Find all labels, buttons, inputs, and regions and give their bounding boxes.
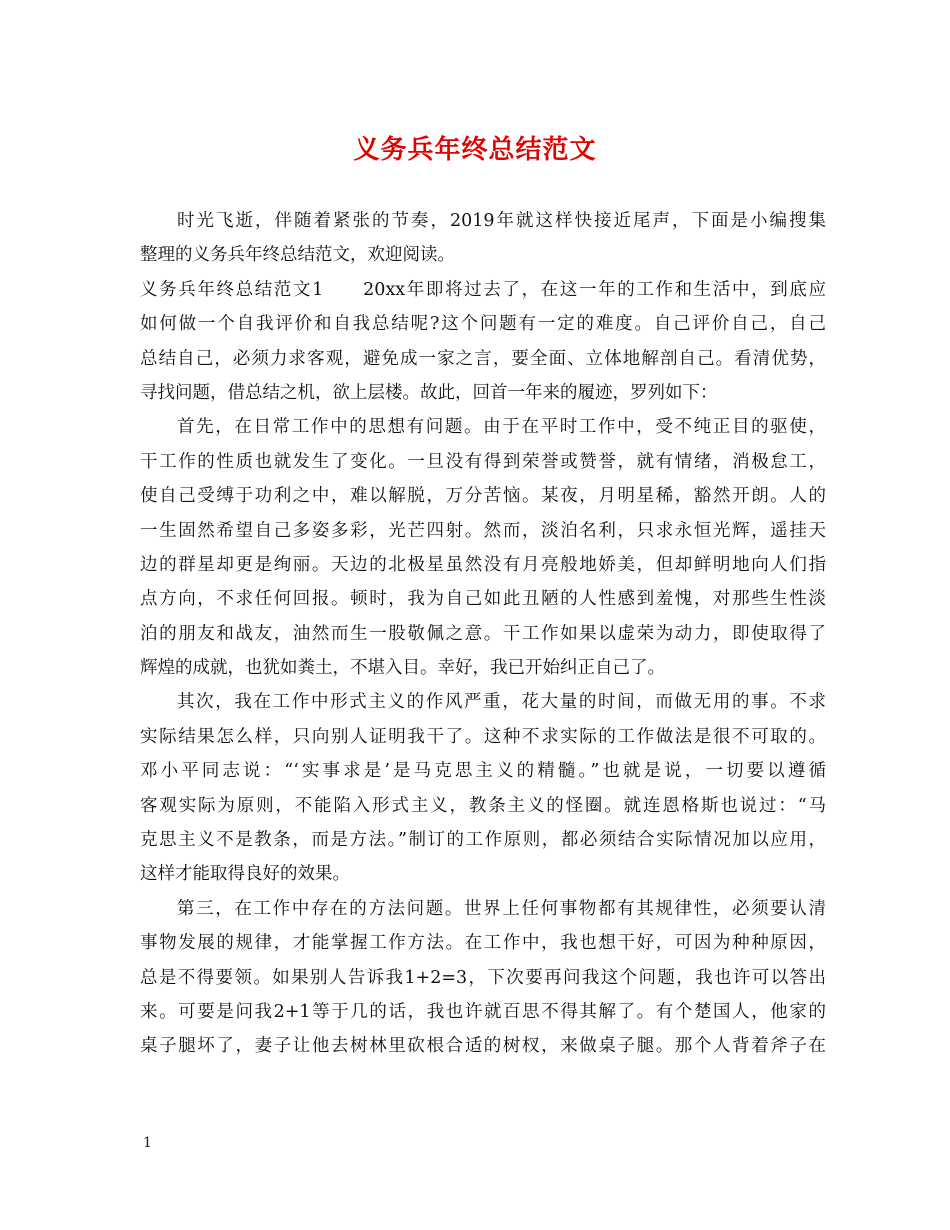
text-line: 义务兵年终总结范文1 20xx年即将过去了，在这一年的工作和生活中，到底应 xyxy=(140,279,826,300)
text-line: 辉煌的成就，也犹如粪土，不堪入目。幸好，我已开始纠正自己了。 xyxy=(140,658,665,679)
text-line: 边的群星却更是绚丽。天边的北极星虽然没有月亮般地娇美，但却鲜明地向人们指 xyxy=(140,554,826,575)
text-line: 使自己受缚于功利之中，难以解脱，万分苦恼。某夜，月明星稀，豁然开朗。人的 xyxy=(140,486,826,507)
document-title: 义务兵年终总结范文 xyxy=(353,135,597,165)
text-line: 邓小平同志说：“‘实事求是’是马克思主义的精髓。”也就是说，一切要以遵循 xyxy=(140,761,826,782)
text-line: 如何做一个自我评价和自我总结呢?这个问题有一定的难度。自己评价自己，自己 xyxy=(140,314,826,335)
text-line: 来。可要是问我2+1等于几的话，我也许就百思不得其解了。有个楚国人，他家的 xyxy=(140,1001,826,1022)
text-line: 干工作的性质也就发生了变化。一旦没有得到荣誉或赞誉，就有情绪，消极怠工， xyxy=(140,451,826,472)
text-line: 寻找问题，借总结之机，欲上层楼。故此，回首一年来的履迹，罗列如下： xyxy=(140,382,718,403)
text-line: 桌子腿坏了，妻子让他去树林里砍根合适的树杈，来做桌子腿。那个人背着斧子在 xyxy=(140,1036,826,1057)
text-line: 第三，在工作中存在的方法问题。世界上任何事物都有其规律性，必须要认清 xyxy=(177,898,826,919)
text-line: 总是不得要领。如果别人告诉我1+2=3，下次要再问我这个问题，我也许可以答出 xyxy=(140,967,826,988)
text-line: 泊的朋友和战友，油然而生一股敬佩之意。干工作如果以虚荣为动力，即使取得了 xyxy=(140,623,826,644)
text-line: 客观实际为原则，不能陷入形式主义，教条主义的怪圈。就连恩格斯也说过：“马 xyxy=(140,795,826,816)
text-line: 点方向，不求任何回报。顿时，我为自己如此丑陋的人性感到羞愧，对那些生性淡 xyxy=(140,589,826,610)
text-line: 时光飞逝，伴随着紧张的节奏，2019年就这样快接近尾声，下面是小编搜集 xyxy=(177,211,826,231)
text-line: 首先，在日常工作中的思想有问题。由于在平时工作中，受不纯正目的驱使， xyxy=(177,417,826,438)
text-line: 整理的义务兵年终总结范文，欢迎阅读。 xyxy=(140,245,455,266)
text-line: 一生固然希望自己多姿多彩，光芒四射。然而，淡泊名利，只求永恒光辉，遥挂天 xyxy=(140,520,826,541)
text-line: 这样才能取得良好的效果。 xyxy=(140,864,350,885)
text-line: 事物发展的规律，才能掌握工作方法。在工作中，我也想干好，可因为种种原因， xyxy=(140,933,826,954)
text-line: 总结自己，必须力求客观，避免成一家之言，要全面、立体地解剖自己。看清优势， xyxy=(140,348,826,369)
document-body xyxy=(140,204,826,1064)
page-number: 1 xyxy=(143,1135,152,1151)
text-line: 克思主义不是教条，而是方法。”制订的工作原则，都必须结合实际情况加以应用， xyxy=(140,830,826,851)
text-line: 其次，我在工作中形式主义的作风严重，花大量的时间，而做无用的事。不求 xyxy=(177,692,826,713)
text-line: 实际结果怎么样，只向别人证明我干了。这种不求实际的工作做法是很不可取的。 xyxy=(140,726,826,747)
